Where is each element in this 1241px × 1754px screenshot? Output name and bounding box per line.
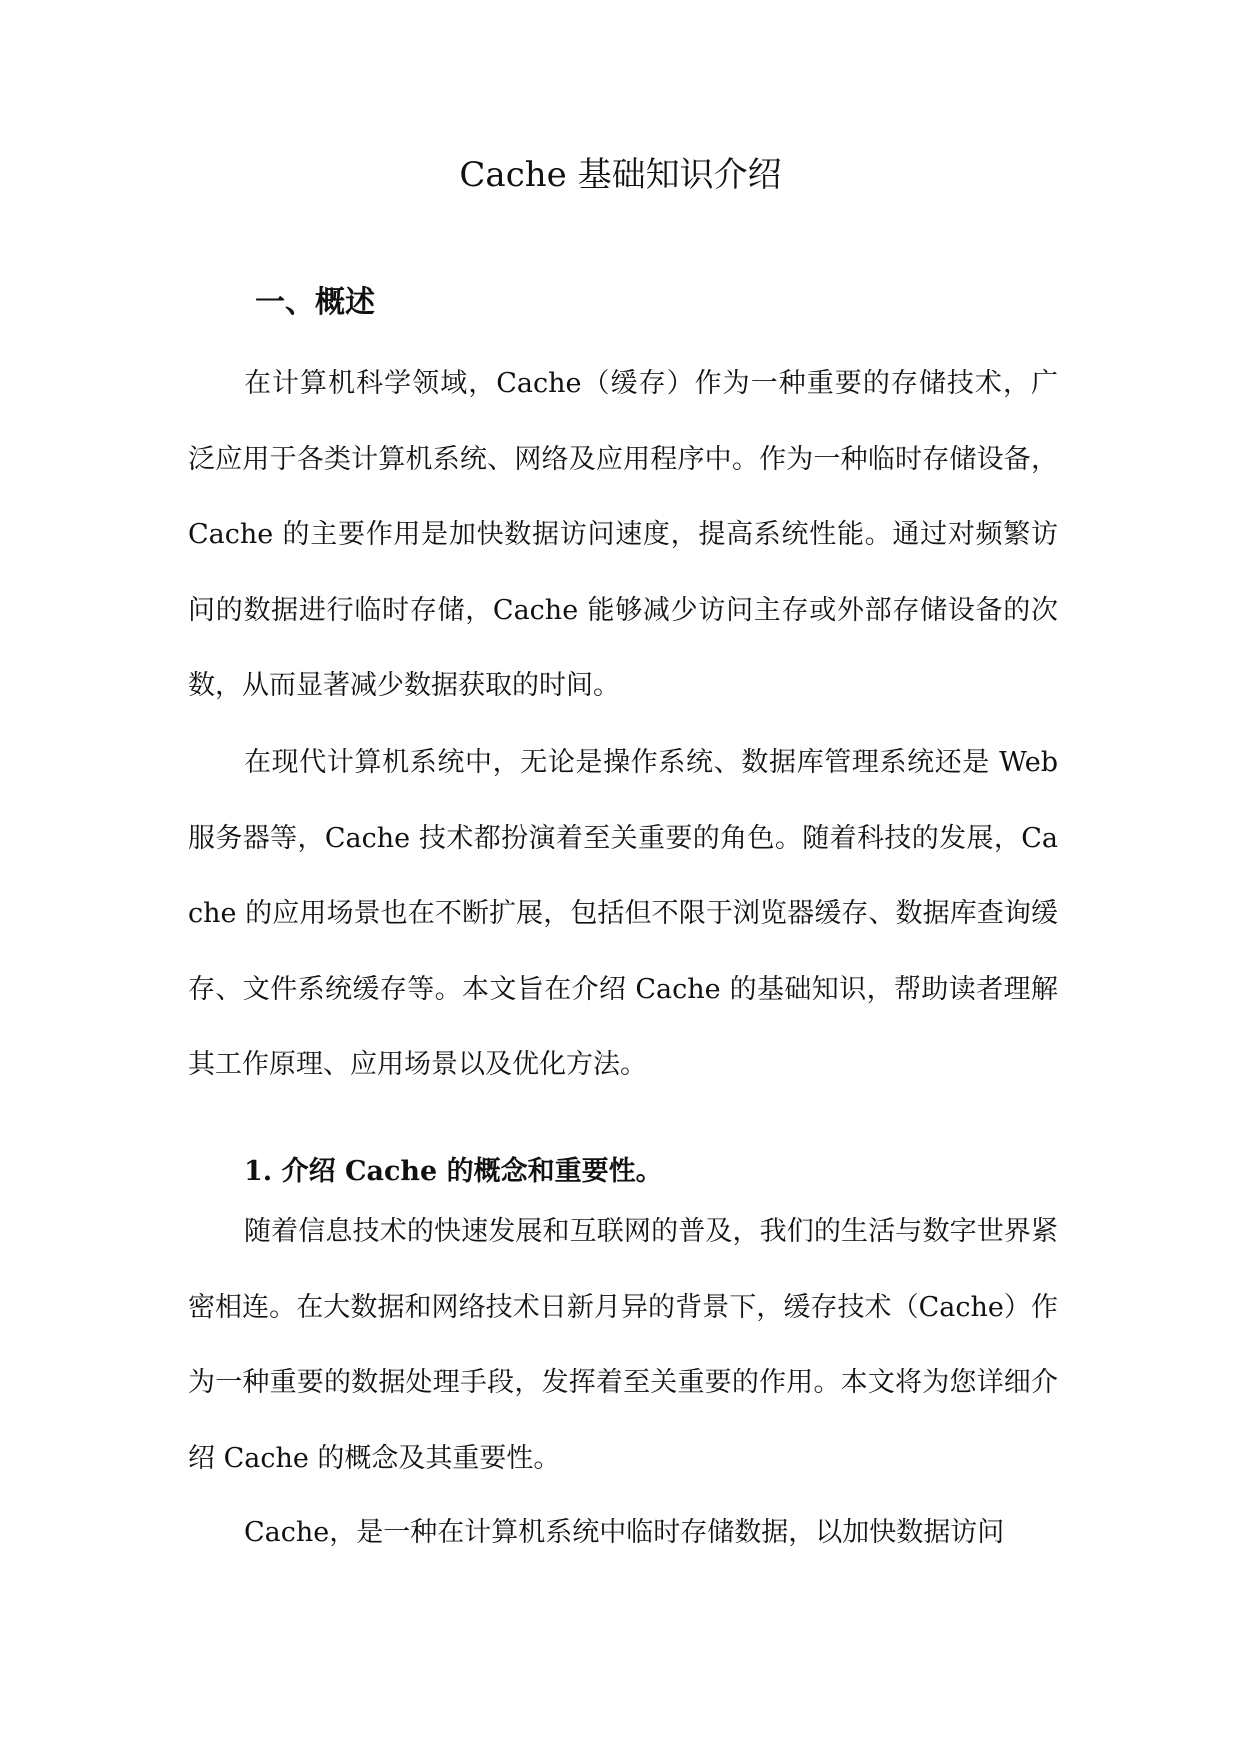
document-title: Cache 基础知识介绍 — [459, 155, 782, 195]
concept-paragraph-2: Cache，是一种在计算机系统中临时存储数据，以加快数据访问 — [244, 1517, 1005, 1548]
overview-paragraph-1: 在计算机科学领域，Cache（缓存）作为一种重要的存储技术，广泛应用于各类计算机系统、网络及应用程序中。作为一种临时存储设备，Cache 的主要作用是加快数据访问速度，提高系统性能。通过对频繁访问的数据进行临时存储，Cache 能够减少访问主存或外部存储设备的次数，从而显著减少数据获取的时间。 — [188, 368, 1058, 702]
subsection-heading-concept: 1. 介绍 Cache 的概念和重要性。 — [244, 1156, 663, 1187]
section-heading-overview: 一、概述 — [255, 285, 375, 320]
overview-paragraph-2: 在现代计算机系统中，无论是操作系统、数据库管理系统还是 Web 服务器等，Cache 技术都扮演着至关重要的角色。随着科技的发展，Cache 的应用场景也在不断扩展，包括但不限于浏览器缓存、数据库查询缓存、文件系统缓存等。本文旨在介绍 Cache 的基础知识，帮助读者理解其工作原理、应用场景以及优化方法。 — [188, 747, 1058, 1081]
concept-paragraph-1: 随着信息技术的快速发展和互联网的普及，我们的生活与数字世界紧密相连。在大数据和网络技术日新月异的背景下，缓存技术（Cache）作为一种重要的数据处理手段，发挥着至关重要的作用。本文将为您详细介绍 Cache 的概念及其重要性。 — [188, 1216, 1058, 1474]
